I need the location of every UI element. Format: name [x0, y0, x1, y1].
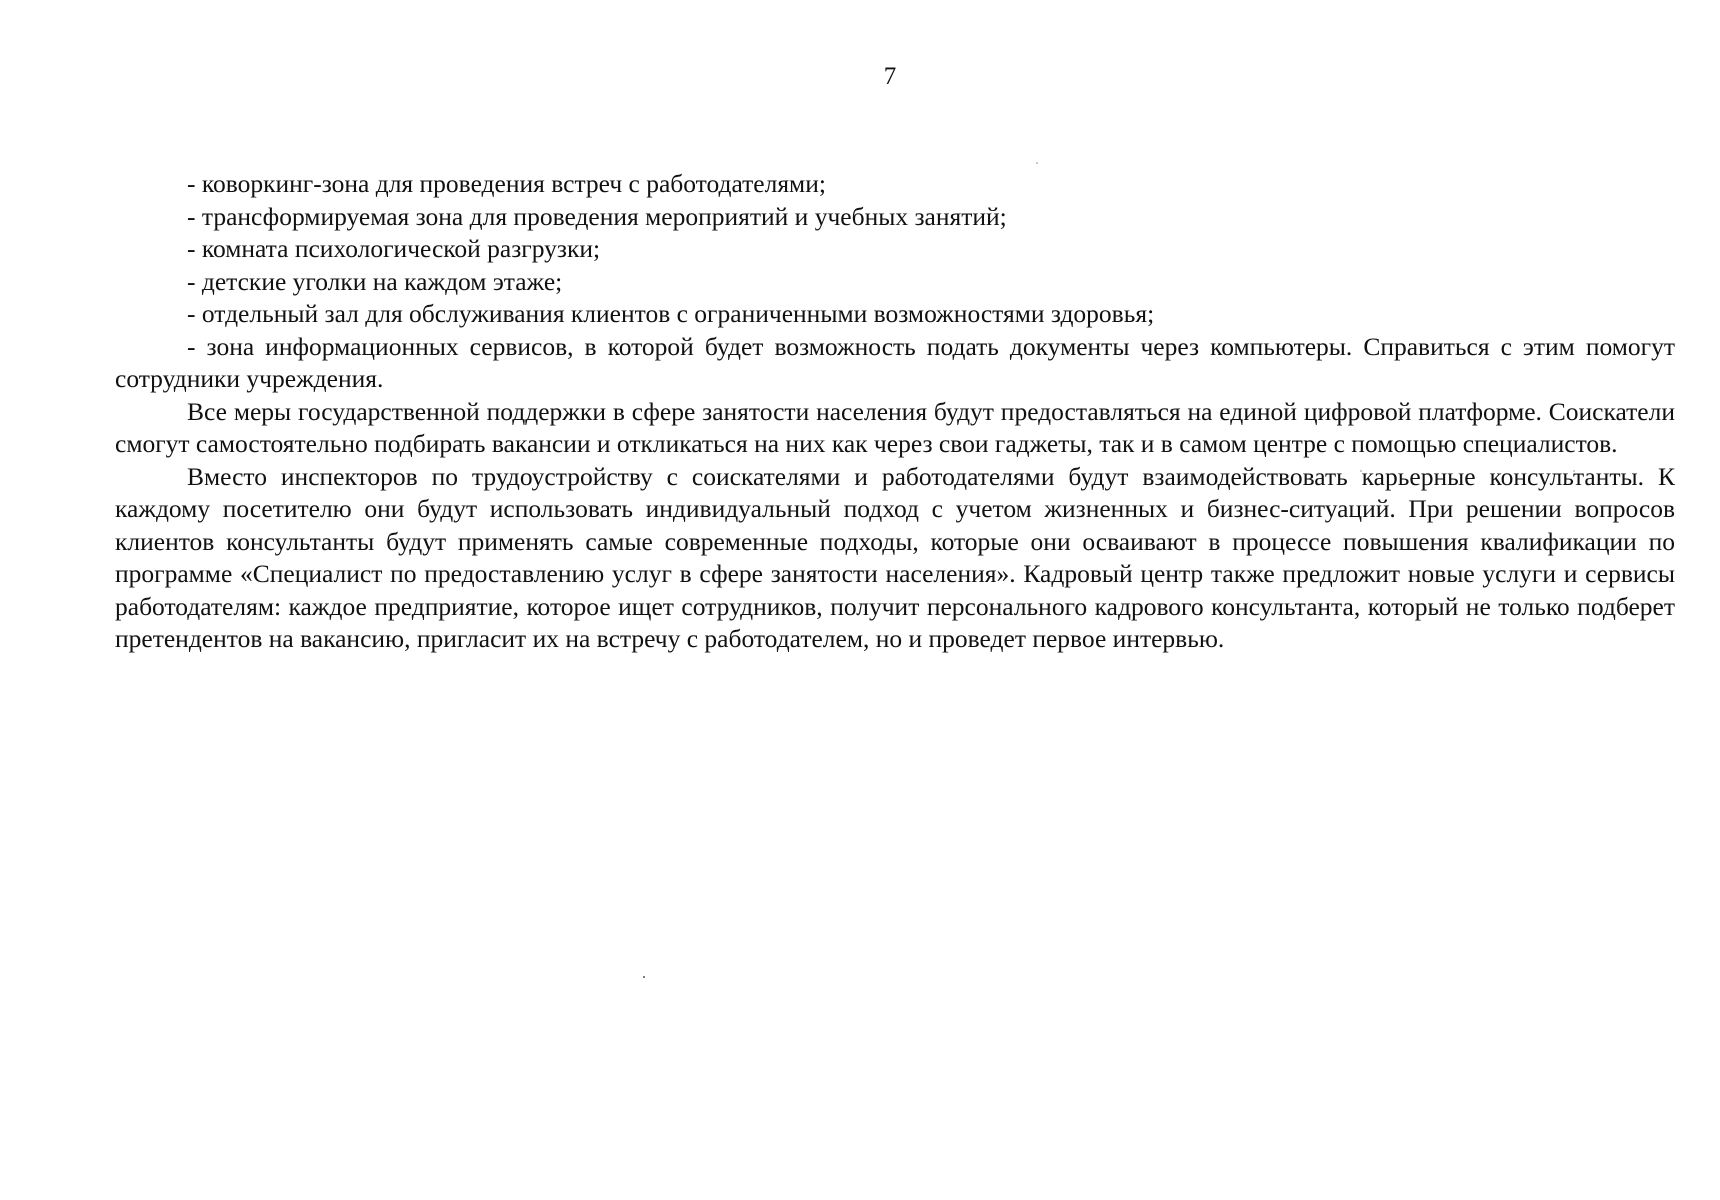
list-item: - детские уголки на каждом этаже;	[187, 266, 563, 296]
page-number: 7	[883, 63, 897, 90]
scan-speck	[1573, 470, 1575, 472]
paragraph: Все меры государственной поддержки в сфере занятости населения будут предоставляться на единой цифровой платформе. Соискатели смогут самостоятельно подбирать вакансии и откликаться на них как через свои гаджеты, так и в самом центре с помощью специалистов.	[115, 396, 1675, 458]
document-body	[115, 168, 1675, 656]
list-item: - коворкинг-зона для проведения встреч с работодателями;	[187, 169, 826, 198]
list-item: - комната психологической разгрузки;	[187, 234, 601, 263]
scan-speck	[1360, 470, 1362, 472]
list-item: - зона информационных сервисов, в которой будет возможность подать документы через компьютеры. Справиться с этим помогут сотрудники учреждения.	[115, 331, 1675, 393]
paragraph: Вместо инспекторов по трудоустройству с соискателями и работодателями будут взаимодействовать карьерные консультанты. К каждому посетителю они будут использовать индивидуальный подход с учетом жизненных и бизнес-ситуаций. При решении вопросов клиентов консультанты будут применять самые современные подходы, которые они осваивают в процессе повышения квалификации по программе «Специалист по предоставлению услуг в сфере занятости населения». Кадровый центр также предложит новые услуги и сервисы работодателям: каждое предприятие, которое ищет сотрудников, получит персонального кадрового консультанта, который не только подберет претендентов на вакансию, пригласит их на встречу с работодателем, но и проведет первое интервью.	[115, 461, 1675, 653]
scan-speck	[643, 976, 645, 978]
list-item: - трансформируемая зона для проведения мероприятий и учебных занятий;	[187, 201, 1007, 231]
list-item: - отдельный зал для обслуживания клиентов с ограниченными возможностями здоровья;	[187, 299, 1155, 328]
scan-speck	[1036, 162, 1038, 164]
